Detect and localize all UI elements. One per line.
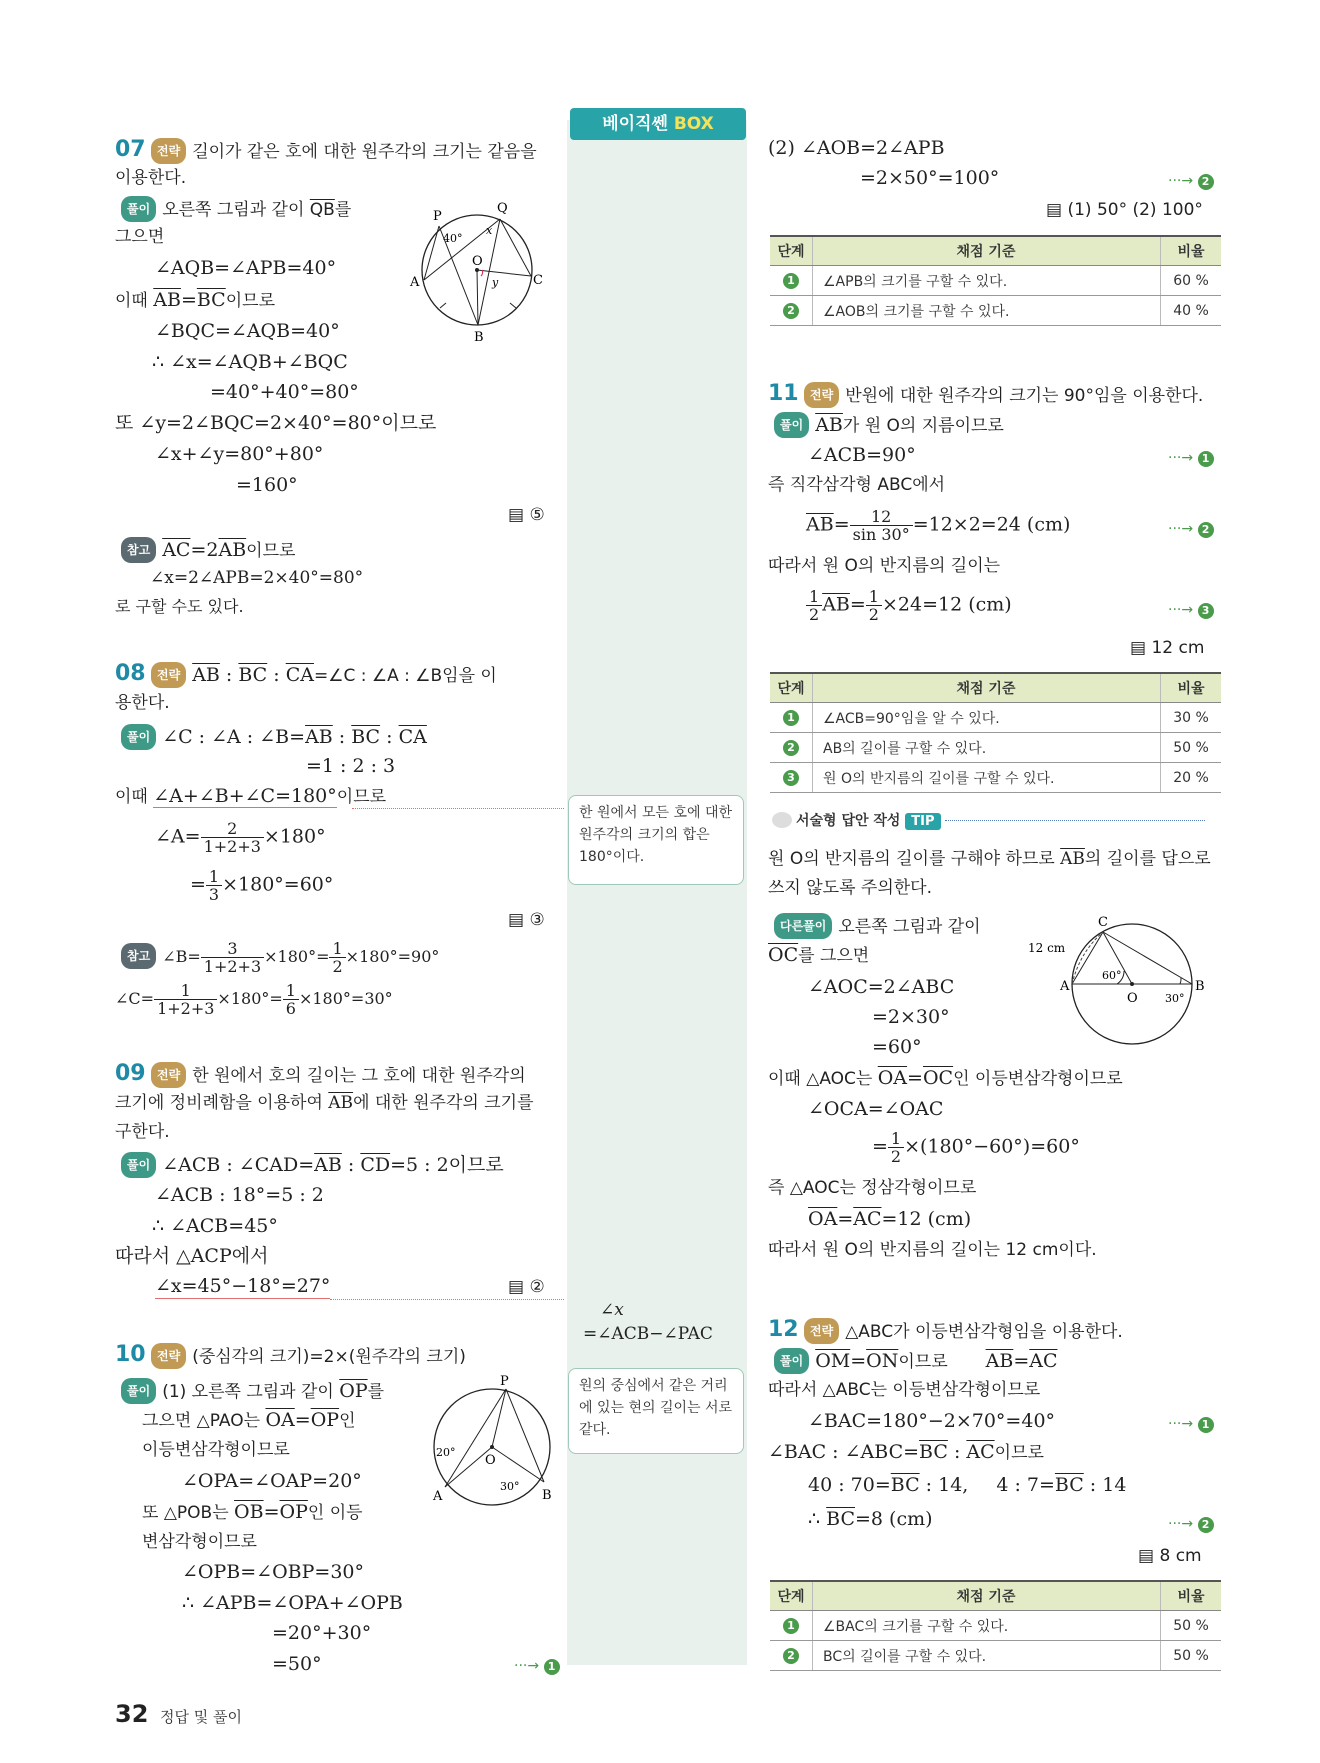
text-segment: 2 — [1198, 174, 1214, 190]
text-segment: ×180°=30° — [298, 989, 393, 1008]
text-segment: 단계 — [770, 236, 813, 266]
text-segment: 1 — [544, 1659, 560, 1675]
page-number: 32 — [115, 1700, 149, 1728]
text-segment: 를 그으면 — [798, 946, 870, 966]
text-segment: 오른쪽 그림과 같이 — [838, 917, 981, 937]
note-arc-sum: 한 원에서 모든 호에 대한 원주각의 크기의 합은 180°이다. — [568, 795, 744, 885]
text-segment: 40 % — [1161, 296, 1222, 326]
text-segment: 1 — [154, 982, 217, 1000]
text-segment: 인 — [339, 1411, 356, 1431]
tip-rule — [945, 820, 1205, 821]
text-segment: : — [267, 664, 286, 686]
text-segment: =12 (cm) — [881, 1208, 972, 1230]
text-segment: 이때 △AOC는 — [768, 1069, 878, 1089]
p10-line-9: =20°+30° — [272, 1622, 372, 1644]
text-segment: 60 % — [1161, 266, 1222, 296]
p11-alt-7: ∠OCA=∠OAC — [808, 1098, 944, 1120]
text-segment: $\overline{BC}$ — [351, 726, 381, 748]
text-segment: =5 : 2이므로 — [390, 1154, 504, 1176]
text-segment: 단계 — [770, 1581, 813, 1611]
text-segment: 1 — [783, 1618, 799, 1634]
text-segment: ∠B= — [162, 947, 201, 966]
text-segment: ⑤ — [529, 505, 545, 525]
text-segment: 또 △POB는 — [142, 1503, 235, 1523]
text-segment: B — [1195, 979, 1205, 994]
text-segment: ∠BAC의 크기를 구할 수 있다. — [813, 1611, 1161, 1641]
text-segment: : — [947, 1441, 967, 1463]
text-segment: (1) 50° (2) 100° — [1067, 200, 1203, 220]
text-segment: B — [474, 330, 484, 345]
text-segment: TIP — [905, 813, 940, 830]
text-segment: ∠AOB의 크기를 구할 수 있다. — [813, 296, 1161, 326]
text-segment: ∠ACB=90°임을 알 수 있다. — [813, 703, 1161, 733]
problem-12-number: 12 — [768, 1317, 799, 1342]
p10-step-1: ···→ 1 — [514, 1654, 560, 1678]
text-segment: $\overline{ON}$ — [866, 1350, 899, 1372]
text-segment: $\overline{AB}$ — [314, 1154, 342, 1176]
text-segment: 를 — [367, 1382, 385, 1402]
text-segment: 이므로 — [246, 541, 296, 561]
text-segment: 2 — [868, 605, 879, 624]
text-segment: $\overline{AB}$ — [328, 1093, 354, 1113]
text-segment: ×180°= — [217, 989, 283, 1008]
p11-line-3: 즉 직각삼각형 ABC에서 — [768, 475, 946, 495]
text-segment: 50 % — [1161, 1641, 1222, 1671]
text-segment: 40° — [443, 232, 463, 245]
text-segment: 40 : 70= — [808, 1474, 891, 1496]
text-segment: 1 — [888, 1130, 904, 1148]
text-segment: C — [533, 273, 543, 288]
problem-08-number: 08 — [115, 661, 146, 686]
text-segment: P — [433, 209, 442, 224]
text-segment: = — [190, 873, 206, 896]
text-segment: 60° — [1102, 969, 1122, 982]
p11-alt-3: ∠AOC=2∠ABC — [808, 976, 955, 998]
text-segment: $\overline{OC}$ — [922, 1067, 954, 1089]
text-segment: 전략 — [804, 382, 839, 408]
text-segment: BC의 길이를 구할 수 있다. — [813, 1641, 1161, 1671]
p10-line-7: ∠OPB=∠OBP=30° — [182, 1561, 365, 1583]
text-segment: P — [500, 1375, 509, 1389]
note-equal-chords: 원의 중심에서 같은 거리에 있는 현의 길이는 서로 같다. — [568, 1368, 744, 1454]
figure-10-circle — [428, 1375, 558, 1515]
text-segment: $\overline{CA}$ — [285, 664, 314, 686]
text-segment: 인 이등변삼각형이므로 — [953, 1069, 1123, 1089]
text-segment: 이므로 — [994, 1443, 1044, 1463]
text-segment: 전략 — [151, 1062, 186, 1088]
text-segment: 원 O의 반지름의 길이를 구해야 하므로 — [768, 849, 1061, 869]
text-segment: 채점 기준 — [813, 236, 1161, 266]
text-segment: 2 — [1198, 1517, 1214, 1533]
tip-header — [772, 810, 941, 830]
text-segment: $\overline{BC}$ — [826, 1508, 855, 1530]
text-segment: =8 (cm) — [855, 1508, 933, 1530]
solution-badge: 풀이 — [121, 196, 156, 222]
text-segment: 1 — [783, 710, 799, 726]
text-segment: 2 — [783, 1648, 799, 1664]
text-segment: y — [492, 276, 499, 289]
text-segment: =12×2=24 (cm) — [912, 513, 1071, 536]
text-segment: = — [850, 1350, 867, 1372]
text-segment: 전략 — [151, 1343, 186, 1369]
text-segment: : — [380, 726, 399, 748]
text-segment: $\overline{QB}$ — [309, 200, 335, 220]
p10-step-2: ···→ 2 — [1168, 169, 1214, 193]
p07-line-2: 그으면 — [115, 227, 165, 247]
text-segment: : — [341, 1154, 361, 1176]
text-segment: 풀이 — [121, 1152, 156, 1178]
text-segment: $\overline{BC}$ — [196, 289, 226, 311]
text-segment: $\overline{AB}$ — [815, 414, 843, 436]
text-segment: $\overline{AB}$ — [192, 664, 220, 686]
text-segment: 에 대한 원주각의 크기를 — [353, 1093, 534, 1113]
text-segment: $\overline{AB}$ — [153, 289, 181, 311]
connector-line-1 — [352, 808, 564, 809]
text-segment: O — [472, 254, 483, 269]
text-segment: x — [486, 224, 493, 237]
p10-line-3: 이등변삼각형이므로 — [142, 1440, 290, 1460]
tip-line-2: 쓰지 않도록 주의한다. — [768, 878, 933, 898]
p11-step-2: ···→ 2 — [1168, 517, 1214, 541]
text-segment: $\overline{BC}$ — [1054, 1474, 1084, 1496]
text-segment: 가 원 O의 지름이므로 — [842, 416, 1004, 436]
text-segment: 8 cm — [1159, 1546, 1202, 1566]
text-segment: 풀이 — [774, 412, 809, 438]
text-segment: $\overline{AB}$ — [822, 593, 850, 616]
basic-box-title — [570, 108, 746, 140]
text-segment: $\overline{AC}$ — [1029, 1350, 1058, 1372]
text-segment: 1 — [783, 273, 799, 289]
text-segment: 2 — [1198, 522, 1214, 538]
text-segment: sin 30° — [852, 525, 910, 544]
p07-strategy: 길이가 같은 호에 대한 원주각의 크기는 같음을 — [192, 142, 537, 162]
text-segment: = — [294, 1409, 311, 1431]
text-segment: 1 — [206, 868, 222, 886]
p08-answer: ▤ ③ — [508, 910, 545, 930]
text-segment: $\overline{OA}$ — [265, 1409, 295, 1431]
text-segment: ∠A= — [155, 825, 201, 848]
text-segment: $\overline{BC}$ — [919, 1441, 948, 1463]
reference-badge: 참고 — [121, 537, 156, 563]
problem-09-number: 09 — [115, 1061, 146, 1086]
text-segment: A — [410, 275, 420, 290]
text-segment: ∠APB의 크기를 구할 수 있다. — [813, 266, 1161, 296]
text-segment: 참고 — [121, 943, 156, 969]
text-segment: (중심각의 크기)=2×(원주각의 크기) — [192, 1347, 466, 1367]
p07-ref-2: ∠x=2∠APB=2×40°=80° — [150, 568, 364, 588]
text-segment: 50 % — [1161, 1611, 1222, 1641]
grading-table-12 — [770, 1580, 1221, 1671]
p10-answer: ▤ (1) 50° (2) 100° — [1046, 200, 1203, 220]
text-segment: 12 cm — [1151, 638, 1205, 658]
text-segment: 20 % — [1161, 763, 1222, 793]
problem-07-number: 07 — [115, 137, 146, 162]
text-segment: 1 — [866, 588, 882, 606]
text-segment: 3 — [1198, 603, 1214, 619]
text-segment: 이때 — [115, 291, 154, 311]
text-segment: $\overline{CD}$ — [360, 1154, 391, 1176]
text-segment: $\overline{AC}$ — [162, 539, 191, 561]
text-segment: 2 — [201, 820, 264, 838]
text-segment: =2 — [190, 539, 219, 561]
text-segment: 12 — [850, 508, 913, 526]
mid-angle-x: ∠x — [600, 1300, 624, 1320]
mid-angle-eq: =∠ACB−∠PAC — [583, 1324, 713, 1344]
p12-line-2: 따라서 △ABC는 이등변삼각형이므로 — [768, 1380, 1041, 1400]
text-segment: C — [1098, 915, 1108, 930]
text-segment: 의 길이를 답으로 — [1084, 849, 1211, 869]
text-segment: = — [1013, 1350, 1030, 1372]
text-segment: = — [907, 1067, 923, 1089]
text-segment: 채점 기준 — [813, 673, 1161, 703]
text-segment: ∠BAC : ∠ABC= — [768, 1441, 920, 1463]
p11-line-2: ∠ACB=90° — [808, 444, 916, 466]
text-segment: $\overline{OP}$ — [279, 1501, 308, 1523]
text-segment: 3 — [208, 885, 220, 904]
text-segment: A — [433, 1489, 443, 1504]
text-segment: $\overline{OC}$ — [768, 944, 799, 966]
text-segment: 를 — [334, 200, 352, 220]
text-segment: 전략 — [804, 1318, 839, 1344]
p07-line-5: ∠BQC=∠AQB=40° — [155, 320, 340, 342]
text-segment: $\overline{OA}$ — [877, 1067, 908, 1089]
text-segment: 풀이 — [121, 1378, 156, 1404]
p07-line-7: =40°+40°=80° — [210, 381, 359, 403]
text-segment: 비율 — [1161, 1581, 1222, 1611]
text-segment: $\overline{OP}$ — [310, 1409, 340, 1431]
text-segment: 2 — [783, 740, 799, 756]
p11-step-1: ···→ 1 — [1168, 446, 1214, 470]
text-segment: 4 : 7= — [996, 1474, 1055, 1496]
p09-line-5: ∠x=45°−18°=27° — [155, 1275, 331, 1297]
text-segment: 2 — [332, 957, 343, 976]
text-segment: 채점 기준 — [813, 1581, 1161, 1611]
text-segment: 이므로 — [898, 1352, 948, 1372]
text-segment: B — [542, 1488, 552, 1503]
p11-line-5: 따라서 원 O의 반지름의 길이는 — [768, 556, 1001, 576]
p12-line-3: ∠BAC=180°−2×70°=40° — [808, 1410, 1056, 1432]
p10-part2-line-1: (2) ∠AOB=2∠APB — [768, 137, 945, 159]
p09-strategy-3: 구한다. — [115, 1122, 170, 1142]
p09-line-3: ∴ ∠ACB=45° — [152, 1215, 278, 1237]
text-segment: ×(180°−60°)=60° — [904, 1135, 1080, 1158]
text-segment: 1+2+3 — [203, 837, 261, 856]
text-segment: ×180°=60° — [222, 873, 334, 896]
text-segment: $\overline{OA}$ — [808, 1208, 838, 1230]
text-segment: A — [1060, 979, 1070, 994]
p12-answer: ▤ 8 cm — [1138, 1546, 1202, 1566]
text-segment: 원 O의 반지름의 길이를 구할 수 있다. — [813, 763, 1161, 793]
text-segment: = — [837, 1208, 854, 1230]
p11-alt-9: 즉 △AOC는 정삼각형이므로 — [768, 1178, 977, 1198]
text-segment: ∴ — [808, 1508, 827, 1530]
text-segment: 1+2+3 — [157, 999, 215, 1018]
text-segment: = — [180, 289, 197, 311]
text-segment: ×180°= — [264, 947, 330, 966]
text-segment: $\overline{BC}$ — [238, 664, 268, 686]
text-segment: ∠ACB : ∠CAD= — [162, 1154, 315, 1176]
figure-07-circle — [400, 198, 550, 348]
problem-11-number: 11 — [768, 381, 799, 406]
p11-alt-4: =2×30° — [872, 1006, 950, 1028]
text-segment: $\overline{AB}$ — [1060, 849, 1085, 869]
p07-strategy-2: 이용한다. — [115, 168, 187, 188]
text-segment: = — [263, 1501, 280, 1523]
p09-answer: ▤ ② — [508, 1277, 545, 1297]
grading-table-11 — [770, 672, 1221, 793]
text-segment: AB의 길이를 구할 수 있다. — [813, 733, 1161, 763]
p12-step-2: ···→ 2 — [1168, 1512, 1214, 1536]
text-segment: 3 — [783, 770, 799, 786]
figure-11-circle — [1025, 912, 1215, 1052]
p10-line-6: 변삼각형이므로 — [142, 1532, 257, 1552]
text-segment: △ABC가 이등변삼각형임을 이용한다. — [845, 1322, 1123, 1342]
text-segment: $\overline{OP}$ — [339, 1380, 368, 1402]
text-segment: 다른풀이 — [774, 913, 832, 939]
text-segment: ∠A+∠B+∠C=180° — [153, 785, 337, 807]
text-segment: O — [485, 1453, 496, 1468]
p07-ref-3: 로 구할 수도 있다. — [115, 597, 244, 616]
text-segment: $\overline{AB}$ — [305, 726, 333, 748]
text-segment: 서술형 답안 작성 — [796, 813, 901, 829]
p10-line-8: ∴ ∠APB=∠OPA+∠OPB — [182, 1592, 403, 1614]
p07-answer: ▤ ⑤ — [508, 505, 545, 525]
p08-strategy-2: 용한다. — [115, 693, 170, 713]
text-segment: O — [1127, 991, 1138, 1006]
text-segment: $\overline{OM}$ — [815, 1350, 851, 1372]
text-segment: 이므로 — [336, 787, 387, 807]
text-segment: 2 — [783, 303, 799, 319]
text-segment: 크기에 정비례함을 이용하여 — [115, 1093, 329, 1113]
p10-line-10: =50° — [272, 1653, 322, 1675]
text-segment: 2 — [809, 605, 820, 624]
text-segment: 30 % — [1161, 703, 1222, 733]
text-segment: 12 cm — [1028, 941, 1066, 955]
p10-line-4: ∠OPA=∠OAP=20° — [182, 1470, 362, 1492]
text-segment: 1 — [1198, 1417, 1214, 1433]
owl-icon — [772, 812, 792, 828]
p11-step-3: ···→ 3 — [1168, 598, 1214, 622]
box-title-accent: BOX — [673, 114, 714, 134]
text-segment: Q — [497, 201, 508, 216]
text-segment: 50 % — [1161, 733, 1222, 763]
text-segment: 1 — [329, 940, 345, 958]
text-segment: 오른쪽 그림과 같이 — [162, 200, 310, 220]
text-segment: $\overline{AB}$ — [218, 539, 247, 561]
text-segment: 비율 — [1161, 236, 1222, 266]
text-segment: ③ — [529, 910, 545, 930]
text-segment: : — [219, 664, 239, 686]
p12-step-1: ···→ 1 — [1168, 1412, 1214, 1436]
text-segment: 1+2+3 — [203, 957, 262, 976]
connector-line-2 — [330, 1299, 564, 1300]
text-segment: 이때 — [115, 787, 154, 807]
text-segment: ∠C : ∠A : ∠B= — [162, 726, 306, 748]
text-segment: $\overline{AC}$ — [966, 1441, 995, 1463]
text-segment: 30° — [500, 1480, 520, 1493]
text-segment: = — [849, 593, 866, 616]
text-segment: 한 원에서 호의 길이는 그 호에 대한 원주각의 — [192, 1066, 526, 1086]
text-segment: : — [332, 726, 352, 748]
text-segment: $\overline{BC}$ — [890, 1474, 920, 1496]
text-segment: (1) 오른쪽 그림과 같이 — [162, 1382, 340, 1402]
text-segment: ×24=12 (cm) — [881, 593, 1012, 616]
text-segment: 1 — [806, 588, 822, 606]
text-segment: $\overline{AC}$ — [853, 1208, 882, 1230]
text-segment: $\overline{AB}$ — [806, 513, 834, 536]
p07-line-3: ∠AQB=∠APB=40° — [155, 257, 337, 279]
p07-line-10: =160° — [236, 474, 298, 496]
problem-10-number: 10 — [115, 1342, 146, 1367]
text-segment: 인 이등 — [307, 1503, 363, 1523]
p11-alt-5: =60° — [872, 1036, 922, 1058]
p11-answer: ▤ 12 cm — [1130, 638, 1205, 658]
text-segment: ② — [529, 1277, 545, 1297]
text-segment: 반원에 대한 원주각의 크기는 90°임을 이용한다. — [845, 386, 1204, 406]
text-segment: ∠C= — [115, 989, 155, 1008]
p09-line-4: 따라서 △ACP에서 — [115, 1245, 269, 1267]
text-segment: 3 — [201, 940, 264, 958]
text-segment: 1 — [1198, 451, 1214, 467]
text-segment: ×180° — [263, 825, 326, 848]
text-segment: $\overline{AB}$ — [985, 1350, 1014, 1372]
text-segment: = — [833, 513, 850, 536]
text-segment: 비율 — [1161, 673, 1222, 703]
text-segment: ×180°=90° — [345, 947, 440, 966]
text-segment: 20° — [436, 1446, 456, 1459]
p07-line-6: ∴ ∠x=∠AQB+∠BQC — [152, 351, 348, 373]
p10-part2-line-2: =2×50°=100° — [860, 167, 1000, 189]
text-segment: 1 — [283, 982, 299, 1000]
text-segment: $\overline{OB}$ — [234, 1501, 264, 1523]
text-segment: 2 — [890, 1147, 902, 1166]
grading-table-10 — [770, 235, 1221, 326]
p11-alt-11: 따라서 원 O의 반지름의 길이는 12 cm이다. — [768, 1240, 1097, 1260]
p07-line-8: 또 ∠y=2∠BQC=2×40°=80°이므로 — [115, 412, 437, 434]
text-segment: $\overline{CA}$ — [398, 726, 427, 748]
text-segment: 풀이 — [774, 1348, 809, 1374]
strategy-badge: 전략 — [151, 138, 186, 164]
text-segment: = — [872, 1135, 888, 1158]
text-segment: 풀이 — [121, 724, 156, 750]
text-segment: : 14 — [1083, 1474, 1127, 1496]
text-segment: 그으면 △PAO는 — [142, 1411, 266, 1431]
text-segment: 30° — [1165, 992, 1185, 1005]
text-segment: 이므로 — [225, 291, 275, 311]
p09-line-2: ∠ACB : 18°=5 : 2 — [155, 1184, 324, 1206]
p08-line-2: =1 : 2 : 3 — [306, 755, 396, 777]
text-segment: 전략 — [151, 662, 186, 688]
text-segment: =∠C : ∠A : ∠B임을 이 — [313, 666, 497, 686]
text-segment: 단계 — [770, 673, 813, 703]
text-segment: 6 — [285, 999, 296, 1018]
box-title-main: 베이직쎈 — [602, 114, 668, 134]
footer-label: 정답 및 풀이 — [160, 1708, 242, 1726]
p07-line-9: ∠x+∠y=80°+80° — [155, 443, 324, 465]
text-segment: : 14, — [919, 1474, 969, 1496]
